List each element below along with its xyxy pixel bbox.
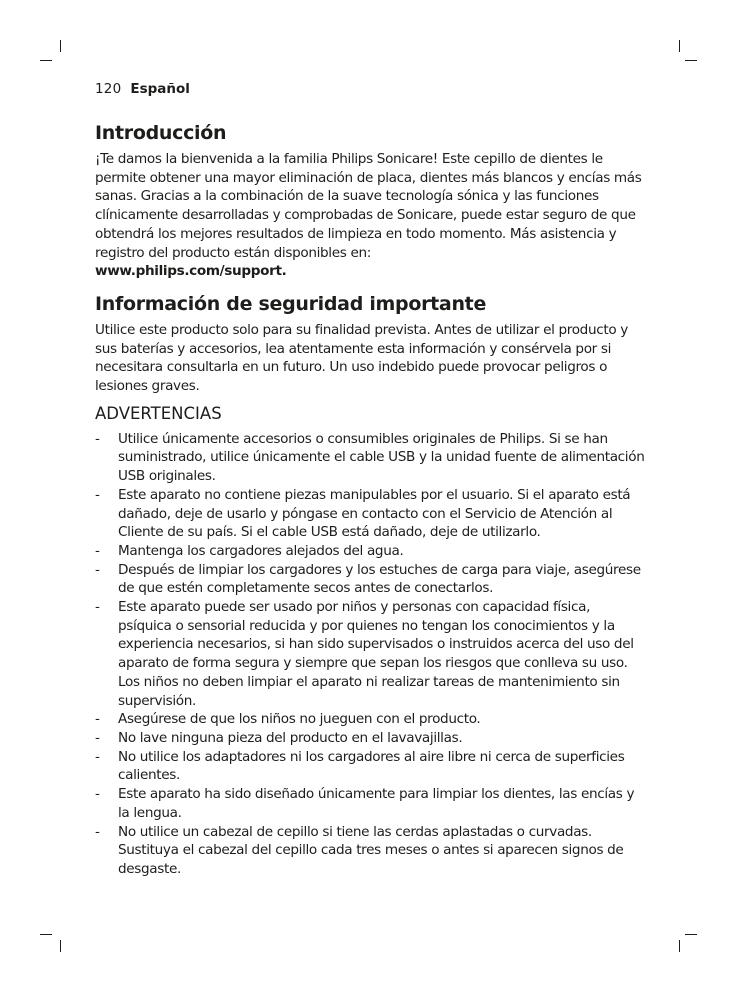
list-item-text: Este aparato no contiene piezas manipulables por el usuario. Si el aparato está dañado, deje de usarlo y póngase en contacto con el Servicio de Atención al Cliente de su país. Si el cable USB está dañado, deje de utilizarlo.	[118, 486, 631, 541]
list-item-text: Asegúrese de que los niños no jueguen con el producto.	[118, 711, 481, 728]
crop-mark	[60, 940, 61, 952]
list-item-text: Mantenga los cargadores alejados del agua.	[118, 542, 404, 559]
warnings-title: ADVERTENCIAS	[95, 403, 222, 423]
safety-title: Información de seguridad importante	[95, 292, 487, 315]
bullet-dash: -	[95, 729, 100, 746]
warnings-list	[95, 430, 647, 879]
bullet-dash: -	[95, 748, 100, 765]
page-content	[95, 120, 647, 879]
bullet-dash: -	[95, 542, 100, 559]
list-item-text: Utilice únicamente accesorios o consumibles originales de Philips. Si se han suministrado, utilice únicamente el cable USB y la unidad fuente de alimentación USB originales.	[118, 430, 645, 485]
safety-paragraph: Utilice este producto solo para su finalidad prevista. Antes de utilizar el producto y sus baterías y accesorios, lea atentamente esta información y consérvela por si necesitara consultarla en un futuro. Un uso indebido puede provocar peligros o lesiones graves.	[95, 321, 628, 395]
list-item	[95, 785, 647, 822]
support-url[interactable]: www.philips.com/support.	[95, 263, 287, 280]
crop-mark	[685, 60, 697, 61]
list-item	[95, 729, 647, 748]
list-item-text: No lave ninguna pieza del producto en el lavavajillas.	[118, 729, 463, 746]
bullet-dash: -	[95, 823, 100, 840]
crop-mark	[685, 934, 697, 935]
page-number: 120	[95, 81, 122, 97]
crop-mark	[679, 940, 680, 952]
bullet-dash: -	[95, 599, 100, 616]
list-item	[95, 486, 647, 542]
list-item	[95, 542, 647, 561]
intro-text: ¡Te damos la bienvenida a la familia Philips Sonicare! Este cepillo de dientes le permite obtener una mayor eliminación de placa, dientes más blancos y encías más sanas. Gracias a la combinación de la suave tecnología sónica y las funciones clínicamente desarrolladas y comprobadas de Sonicare, puede estar seguro de que obtendrá los mejores resultados de limpieza en todo momento. Más asistencia y registro del producto están disponibles en:	[95, 151, 642, 261]
list-item-text: Este aparato ha sido diseñado únicamente para limpiar los dientes, las encías y la lengua.	[118, 786, 635, 821]
bullet-dash: -	[95, 561, 100, 578]
crop-mark	[60, 40, 61, 52]
list-item-text: No utilice los adaptadores ni los cargadores al aire libre ni cerca de superficies calientes.	[118, 748, 625, 784]
bullet-dash: -	[95, 430, 100, 447]
list-item-text: Después de limpiar los cargadores y los estuches de carga para viaje, asegúrese de que estén completamente secos antes de conectarlos.	[118, 561, 641, 597]
language-label: Español	[130, 81, 190, 97]
crop-mark	[40, 934, 52, 935]
crop-mark	[40, 60, 52, 61]
list-item	[95, 430, 647, 486]
list-item-text: Este aparato puede ser usado por niños y personas con capacidad física, psíquica o sensorial reducida y por quienes no tengan los conocimientos y la experiencia necesarios, si han sido supervisados o instruidos acerca del uso del aparato de forma segura y siempre que sepan los riesgos que conlleva su uso. Los niños no deben limpiar el aparato ni realizar tareas de mantenimiento sin supervisión.	[118, 599, 634, 709]
list-item	[95, 598, 647, 710]
intro-paragraph	[95, 150, 647, 281]
list-item-text: No utilice un cabezal de cepillo si tiene las cerdas aplastadas o curvadas. Sustituya el cabezal del cepillo cada tres meses o antes si aparecen signos de desgaste.	[118, 823, 624, 877]
bullet-dash: -	[95, 711, 100, 728]
crop-mark	[679, 40, 680, 52]
bullet-dash: -	[95, 786, 100, 803]
list-item	[95, 561, 647, 598]
list-item	[95, 748, 647, 785]
intro-title: Introducción	[95, 122, 227, 144]
list-item	[95, 823, 647, 879]
bullet-dash: -	[95, 486, 100, 503]
list-item	[95, 710, 647, 729]
page-header	[95, 81, 190, 97]
